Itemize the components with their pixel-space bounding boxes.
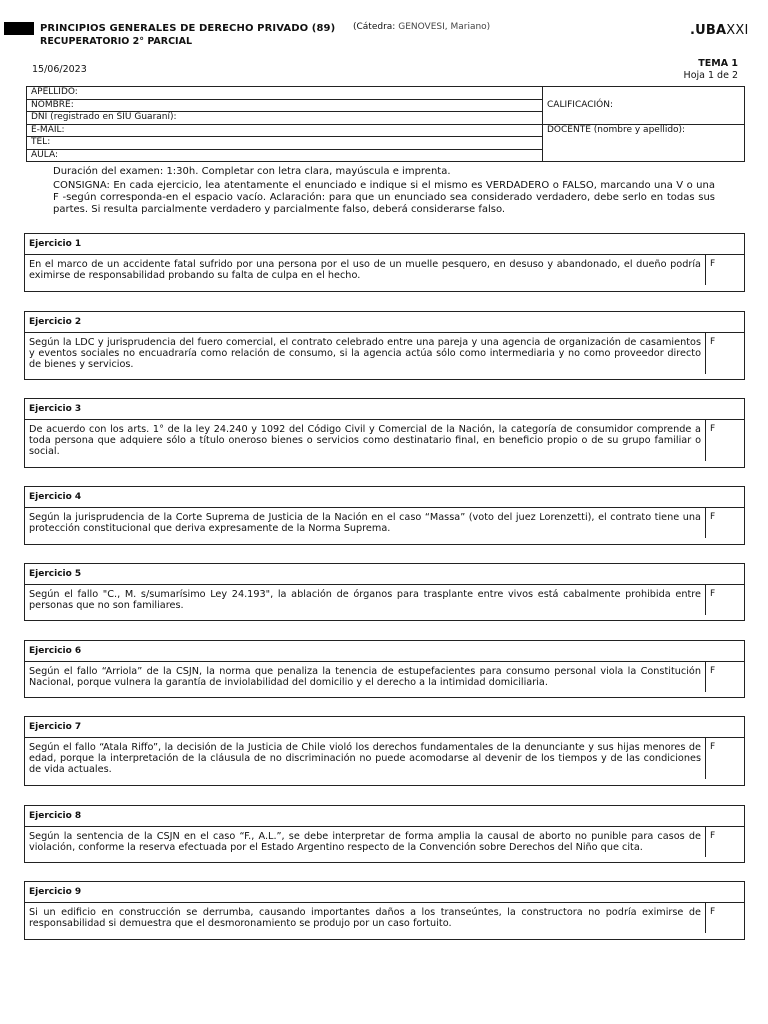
exercise-statement: De acuerdo con los arts. 1° de la ley 24.240 y 1092 del Código Civil y Comercial de la Nación, la categoría de consumidor comprende a toda persona que adquiere sólo a título oneroso bienes o servicios como destinatario final, en beneficio propio o de su grupo familiar o social. <box>25 420 706 461</box>
exercise-title: Ejercicio 1 <box>25 234 744 255</box>
field-docente[interactable]: DOCENTE (nombre y apellido): <box>543 124 745 162</box>
instructions <box>53 166 715 218</box>
field-email[interactable]: E-MAIL: <box>27 124 543 137</box>
exercise-7 <box>24 716 745 786</box>
answer-box[interactable]: F <box>710 831 716 841</box>
exercise-6 <box>24 640 745 698</box>
duration-text: Duración del examen: 1:30h. Completar con letra clara, mayúscula e imprenta. <box>53 166 451 177</box>
exercise-statement: Según el fallo "C., M. s/sumarísimo Ley 24.193", la ablación de órganos para trasplante entre vivos está cabalmente prohibida entre personas que no son familiares. <box>25 585 706 615</box>
field-tel[interactable]: TEL: <box>27 137 543 150</box>
exercise-3 <box>24 398 745 468</box>
field-calificacion[interactable]: CALIFICACIÓN: <box>543 87 745 125</box>
exercise-4 <box>24 486 745 545</box>
exercise-title: Ejercicio 5 <box>25 564 744 585</box>
field-nombre[interactable]: NOMBRE: <box>27 99 543 112</box>
catedra-name: GENOVESI, Mariano) <box>398 22 491 32</box>
exercise-2 <box>24 311 745 380</box>
exercise-title: Ejercicio 8 <box>25 806 744 827</box>
exercise-title: Ejercicio 6 <box>25 641 744 662</box>
answer-box[interactable]: F <box>710 512 716 522</box>
catedra-label: (Cátedra: <box>353 22 396 32</box>
field-apellido[interactable]: APELLIDO: <box>27 87 543 100</box>
consigna-text: CONSIGNA: En cada ejercicio, lea atentamente el enunciado e indique si el mismo es VERDADERO o FALSO, marcando una V o una F -según corresponda-en el espacio vacío. Aclaración: para que un enunciado sea considerado verdadero, debe serlo en todas sus partes. Si resulta parcialmente verdadero y parcialmente falso, deberá considerarse falso. <box>53 180 715 215</box>
exercise-statement: En el marco de un accidente fatal sufrido por una persona por el uso de un muelle pesquero, en desuso y abandonado, el dueño podría eximirse de responsabilidad probando su falta de culpa en el hecho. <box>25 255 706 285</box>
exercise-title: Ejercicio 2 <box>25 312 744 333</box>
answer-box[interactable]: F <box>710 907 716 917</box>
exam-subtitle: RECUPERATORIO 2° PARCIAL <box>40 36 192 47</box>
exercise-title: Ejercicio 9 <box>25 882 744 903</box>
redaction-bar <box>4 22 34 35</box>
tema-label: TEMA 1 <box>698 58 738 69</box>
answer-box[interactable]: F <box>710 666 716 676</box>
exercise-statement: Según el fallo “Atala Riffo”, la decisión de la Justicia de Chile violó los derechos fundamentales de la denunciante y sus hijas menores de edad, porque la interpretación de la cláusula de no discriminación no puede acomodarse al devenir de los tiempos y de las condiciones de vida actuales. <box>25 738 706 779</box>
exercise-title: Ejercicio 3 <box>25 399 744 420</box>
exam-date: 15/06/2023 <box>32 64 87 75</box>
exercise-statement: Según la jurisprudencia de la Corte Suprema de Justicia de la Nación en el caso “Massa” (voto del juez Lorenzetti), el contrato tiene una protección constitucional que deriva expresamente de la Norma Suprema. <box>25 508 706 538</box>
answer-box[interactable]: F <box>710 742 716 752</box>
exercise-statement: Si un edificio en construcción se derrumba, causando importantes daños a los transeúntes, la constructora no podría eximirse de responsabilidad si demuestra que el desmoronamiento se produjo por un caso fortuito. <box>25 903 706 933</box>
exercise-5 <box>24 563 745 621</box>
logo-suffix: XXI <box>726 23 749 38</box>
answer-box[interactable]: F <box>710 259 716 269</box>
catedra <box>353 22 490 32</box>
answer-box[interactable]: F <box>710 337 716 347</box>
course-title: PRINCIPIOS GENERALES DE DERECHO PRIVADO (89) <box>40 23 336 34</box>
student-info-table <box>26 86 745 162</box>
uba-xxi-logo <box>690 23 749 38</box>
field-aula[interactable]: AULA: <box>27 149 543 162</box>
exercise-title: Ejercicio 7 <box>25 717 744 738</box>
answer-box[interactable]: F <box>710 424 716 434</box>
exercise-8 <box>24 805 745 863</box>
exercise-statement: Según el fallo “Arriola” de la CSJN, la norma que penaliza la tenencia de estupefacientes para consumo personal viola la Constitución Nacional, porque vulnera la garantía de inviolabilidad del domicilio y el derecho a la intimidad domiciliaria. <box>25 662 706 692</box>
exercise-1 <box>24 233 745 292</box>
exercise-statement: Según la LDC y jurisprudencia del fuero comercial, el contrato celebrado entre una pareja y una agencia de organización de casamientos y eventos sociales no encuadraría como relación de consumo, si la agencia actúa sólo como intermediaria y no como proveedor directo de bienes y servicios. <box>25 333 706 374</box>
exercise-statement: Según la sentencia de la CSJN en el caso “F., A.L.”, se debe interpretar de forma amplia la causal de aborto no punible para casos de violación, conforme la reserva efectuada por el Estado Argentino respecto de la Convención sobre Derechos del Niño que cita. <box>25 827 706 857</box>
page-indicator: Hoja 1 de 2 <box>683 70 738 81</box>
exercise-9 <box>24 881 745 940</box>
answer-box[interactable]: F <box>710 589 716 599</box>
exercise-title: Ejercicio 4 <box>25 487 744 508</box>
logo-main: .UBA <box>690 23 727 38</box>
field-dni[interactable]: DNI (registrado en SIU Guaraní): <box>27 112 543 125</box>
tema-block <box>684 58 738 82</box>
